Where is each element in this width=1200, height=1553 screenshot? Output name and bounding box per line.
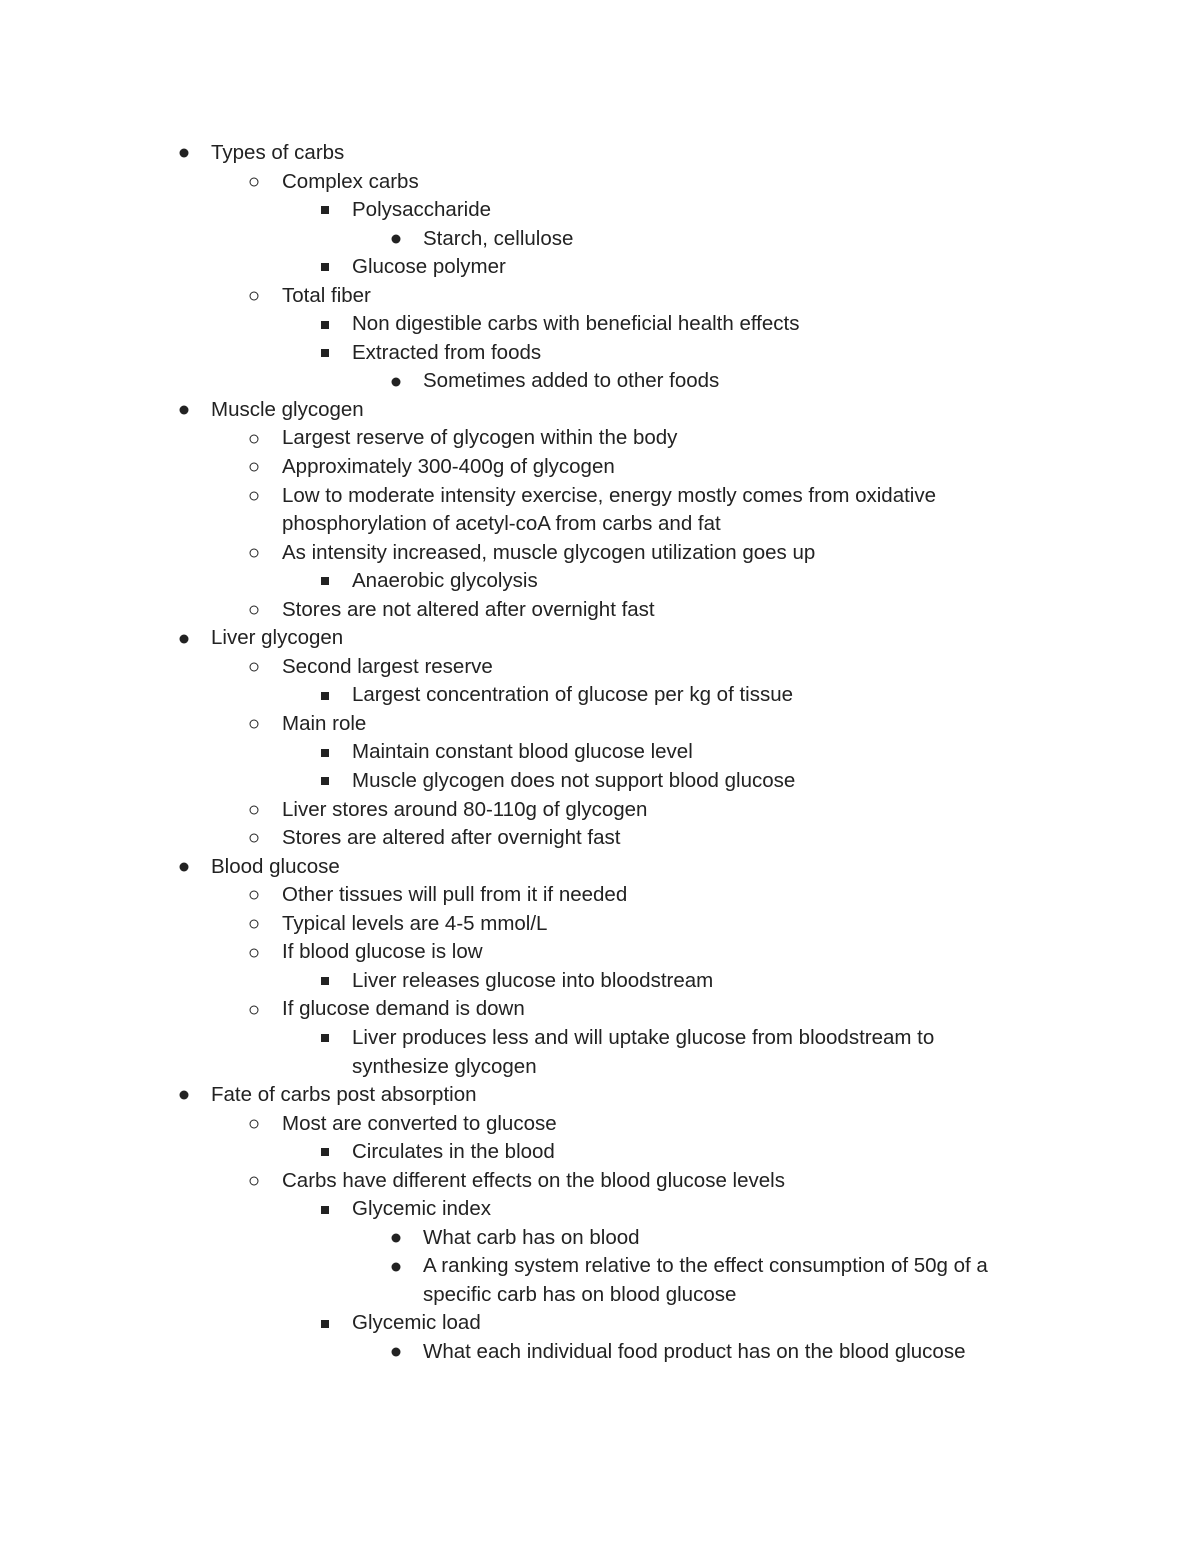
circle-bullet-icon bbox=[246, 482, 262, 511]
list-item-text: Liver releases glucose into bloodstream bbox=[352, 968, 714, 992]
list-item-level-0 bbox=[0, 1081, 1200, 1110]
square-bullet-icon bbox=[317, 339, 333, 368]
list-item-level-2 bbox=[0, 567, 1200, 596]
list-item-level-2 bbox=[0, 1024, 1200, 1053]
list-item-text: Blood glucose bbox=[211, 854, 340, 878]
list-item-text: Glycemic index bbox=[352, 1197, 491, 1221]
list-item-text: Approximately 300-400g of glycogen bbox=[282, 455, 615, 479]
circle-bullet-icon bbox=[246, 881, 262, 910]
list-item-level-1 bbox=[0, 910, 1200, 939]
square-bullet-icon bbox=[317, 310, 333, 339]
list-item-level-0 bbox=[0, 139, 1200, 168]
list-item-text: As intensity increased, muscle glycogen utilization goes up bbox=[282, 540, 816, 564]
list-item-level-2 bbox=[0, 253, 1200, 282]
circle-bullet-icon bbox=[246, 424, 262, 453]
list-item-text: specific carb has on blood glucose bbox=[423, 1282, 737, 1306]
list-item-text: If blood glucose is low bbox=[282, 940, 483, 964]
list-item-text: Polysaccharide bbox=[352, 198, 492, 222]
square-bullet-icon bbox=[317, 1195, 333, 1224]
list-item-text: Stores are not altered after overnight fast bbox=[282, 597, 655, 621]
circle-bullet-icon bbox=[246, 1110, 262, 1139]
square-bullet-icon bbox=[317, 196, 333, 225]
list-item-text: What carb has on blood bbox=[423, 1225, 640, 1249]
square-bullet-icon bbox=[317, 1309, 333, 1338]
list-item-text: Complex carbs bbox=[282, 169, 419, 193]
list-item-text: Liver produces less and will uptake glucose from bloodstream to bbox=[352, 1025, 935, 1049]
square-bullet-icon bbox=[317, 681, 333, 710]
list-item-level-3 bbox=[0, 1338, 1200, 1367]
list-item-level-1 bbox=[0, 824, 1200, 853]
list-item-level-1 bbox=[0, 424, 1200, 453]
list-item-text: Stores are altered after overnight fast bbox=[282, 826, 621, 850]
list-item-text: Fate of carbs post absorption bbox=[211, 1083, 477, 1107]
list-item-level-1 bbox=[0, 710, 1200, 739]
list-item-level-1 bbox=[0, 881, 1200, 910]
list-item-text: Typical levels are 4-5 mmol/L bbox=[282, 911, 548, 935]
document-page bbox=[0, 139, 1200, 1367]
list-item-text: Largest concentration of glucose per kg of tissue bbox=[352, 683, 794, 707]
list-item-level-1 bbox=[0, 1110, 1200, 1139]
list-item-level-2 bbox=[0, 767, 1200, 796]
list-item-text: Liver glycogen bbox=[211, 626, 344, 650]
list-item-text: Carbs have different effects on the blood glucose levels bbox=[282, 1168, 785, 1192]
disc-bullet-icon bbox=[176, 1081, 192, 1110]
list-item-text: Main role bbox=[282, 711, 367, 735]
list-item-text: Liver stores around 80-110g of glycogen bbox=[282, 797, 648, 821]
list-item-level-1 bbox=[0, 1167, 1200, 1196]
circle-bullet-icon bbox=[246, 824, 262, 853]
disc-bullet-icon bbox=[388, 1224, 404, 1253]
list-item-text: phosphorylation of acetyl-coA from carbs and fat bbox=[282, 512, 721, 536]
list-item-level-1 bbox=[0, 653, 1200, 682]
list-item-level-3 bbox=[0, 225, 1200, 254]
list-item-level-2 bbox=[0, 681, 1200, 710]
list-item-text: Other tissues will pull from it if needed bbox=[282, 883, 628, 907]
list-item-level-2 bbox=[0, 1138, 1200, 1167]
list-item-text: Starch, cellulose bbox=[423, 226, 574, 250]
list-item-level-1 bbox=[0, 995, 1200, 1024]
list-item-text: Largest reserve of glycogen within the body bbox=[282, 426, 678, 450]
list-item-level-2 bbox=[0, 1309, 1200, 1338]
circle-bullet-icon bbox=[246, 539, 262, 568]
circle-bullet-icon bbox=[246, 710, 262, 739]
circle-bullet-icon bbox=[246, 168, 262, 197]
circle-bullet-icon bbox=[246, 995, 262, 1024]
disc-bullet-icon bbox=[388, 367, 404, 396]
list-item-level-1 bbox=[0, 539, 1200, 568]
list-item-text: Sometimes added to other foods bbox=[423, 369, 720, 393]
disc-bullet-icon bbox=[388, 1338, 404, 1367]
disc-bullet-icon bbox=[176, 853, 192, 882]
list-item-level-2 bbox=[0, 967, 1200, 996]
list-item-text: What each individual food product has on the blood glucose bbox=[423, 1339, 966, 1363]
square-bullet-icon bbox=[317, 967, 333, 996]
bullet-outline bbox=[0, 139, 1200, 1367]
list-item-text: Most are converted to glucose bbox=[282, 1111, 557, 1135]
list-item-text: Second largest reserve bbox=[282, 654, 493, 678]
circle-bullet-icon bbox=[246, 653, 262, 682]
list-item-continuation bbox=[0, 1281, 1200, 1310]
list-item-text: Types of carbs bbox=[211, 141, 345, 164]
square-bullet-icon bbox=[317, 1138, 333, 1167]
list-item-level-2 bbox=[0, 1195, 1200, 1224]
list-item-text: Anaerobic glycolysis bbox=[352, 569, 538, 593]
list-item-level-3 bbox=[0, 1224, 1200, 1253]
list-item-level-1 bbox=[0, 282, 1200, 311]
list-item-text: Glucose polymer bbox=[352, 255, 506, 279]
square-bullet-icon bbox=[317, 253, 333, 282]
list-item-level-3 bbox=[0, 1252, 1200, 1281]
disc-bullet-icon bbox=[176, 624, 192, 653]
list-item-continuation bbox=[0, 510, 1200, 539]
list-item-level-0 bbox=[0, 396, 1200, 425]
circle-bullet-icon bbox=[246, 796, 262, 825]
disc-bullet-icon bbox=[176, 396, 192, 425]
list-item-level-1 bbox=[0, 796, 1200, 825]
list-item-text: Maintain constant blood glucose level bbox=[352, 740, 693, 764]
square-bullet-icon bbox=[317, 767, 333, 796]
list-item-text: Extracted from foods bbox=[352, 340, 542, 364]
list-item-text: Glycemic load bbox=[352, 1311, 481, 1335]
list-item-text: Circulates in the blood bbox=[352, 1140, 555, 1164]
list-item-level-2 bbox=[0, 310, 1200, 339]
disc-bullet-icon bbox=[176, 139, 192, 168]
list-item-level-0 bbox=[0, 853, 1200, 882]
list-item-level-1 bbox=[0, 938, 1200, 967]
circle-bullet-icon bbox=[246, 910, 262, 939]
square-bullet-icon bbox=[317, 738, 333, 767]
list-item-level-0 bbox=[0, 624, 1200, 653]
list-item-text: Total fiber bbox=[282, 283, 371, 307]
circle-bullet-icon bbox=[246, 453, 262, 482]
list-item-text: Low to moderate intensity exercise, energy mostly comes from oxidative bbox=[282, 483, 936, 507]
list-item-continuation bbox=[0, 1053, 1200, 1082]
list-item-text: Muscle glycogen bbox=[211, 397, 364, 421]
list-item-level-2 bbox=[0, 196, 1200, 225]
disc-bullet-icon bbox=[388, 1252, 404, 1281]
square-bullet-icon bbox=[317, 1024, 333, 1053]
circle-bullet-icon bbox=[246, 938, 262, 967]
list-item-level-2 bbox=[0, 339, 1200, 368]
disc-bullet-icon bbox=[388, 225, 404, 254]
list-item-text: synthesize glycogen bbox=[352, 1054, 537, 1078]
list-item-level-1 bbox=[0, 453, 1200, 482]
circle-bullet-icon bbox=[246, 1167, 262, 1196]
list-item-text: Muscle glycogen does not support blood glucose bbox=[352, 769, 796, 793]
list-item-text: If glucose demand is down bbox=[282, 997, 525, 1021]
list-item-text: A ranking system relative to the effect consumption of 50g of a bbox=[423, 1254, 988, 1278]
list-item-level-2 bbox=[0, 738, 1200, 767]
list-item-level-3 bbox=[0, 367, 1200, 396]
list-item-text: Non digestible carbs with beneficial health effects bbox=[352, 312, 800, 336]
list-item-level-1 bbox=[0, 596, 1200, 625]
list-item-level-1 bbox=[0, 482, 1200, 511]
circle-bullet-icon bbox=[246, 596, 262, 625]
circle-bullet-icon bbox=[246, 282, 262, 311]
square-bullet-icon bbox=[317, 567, 333, 596]
list-item-level-1 bbox=[0, 168, 1200, 197]
